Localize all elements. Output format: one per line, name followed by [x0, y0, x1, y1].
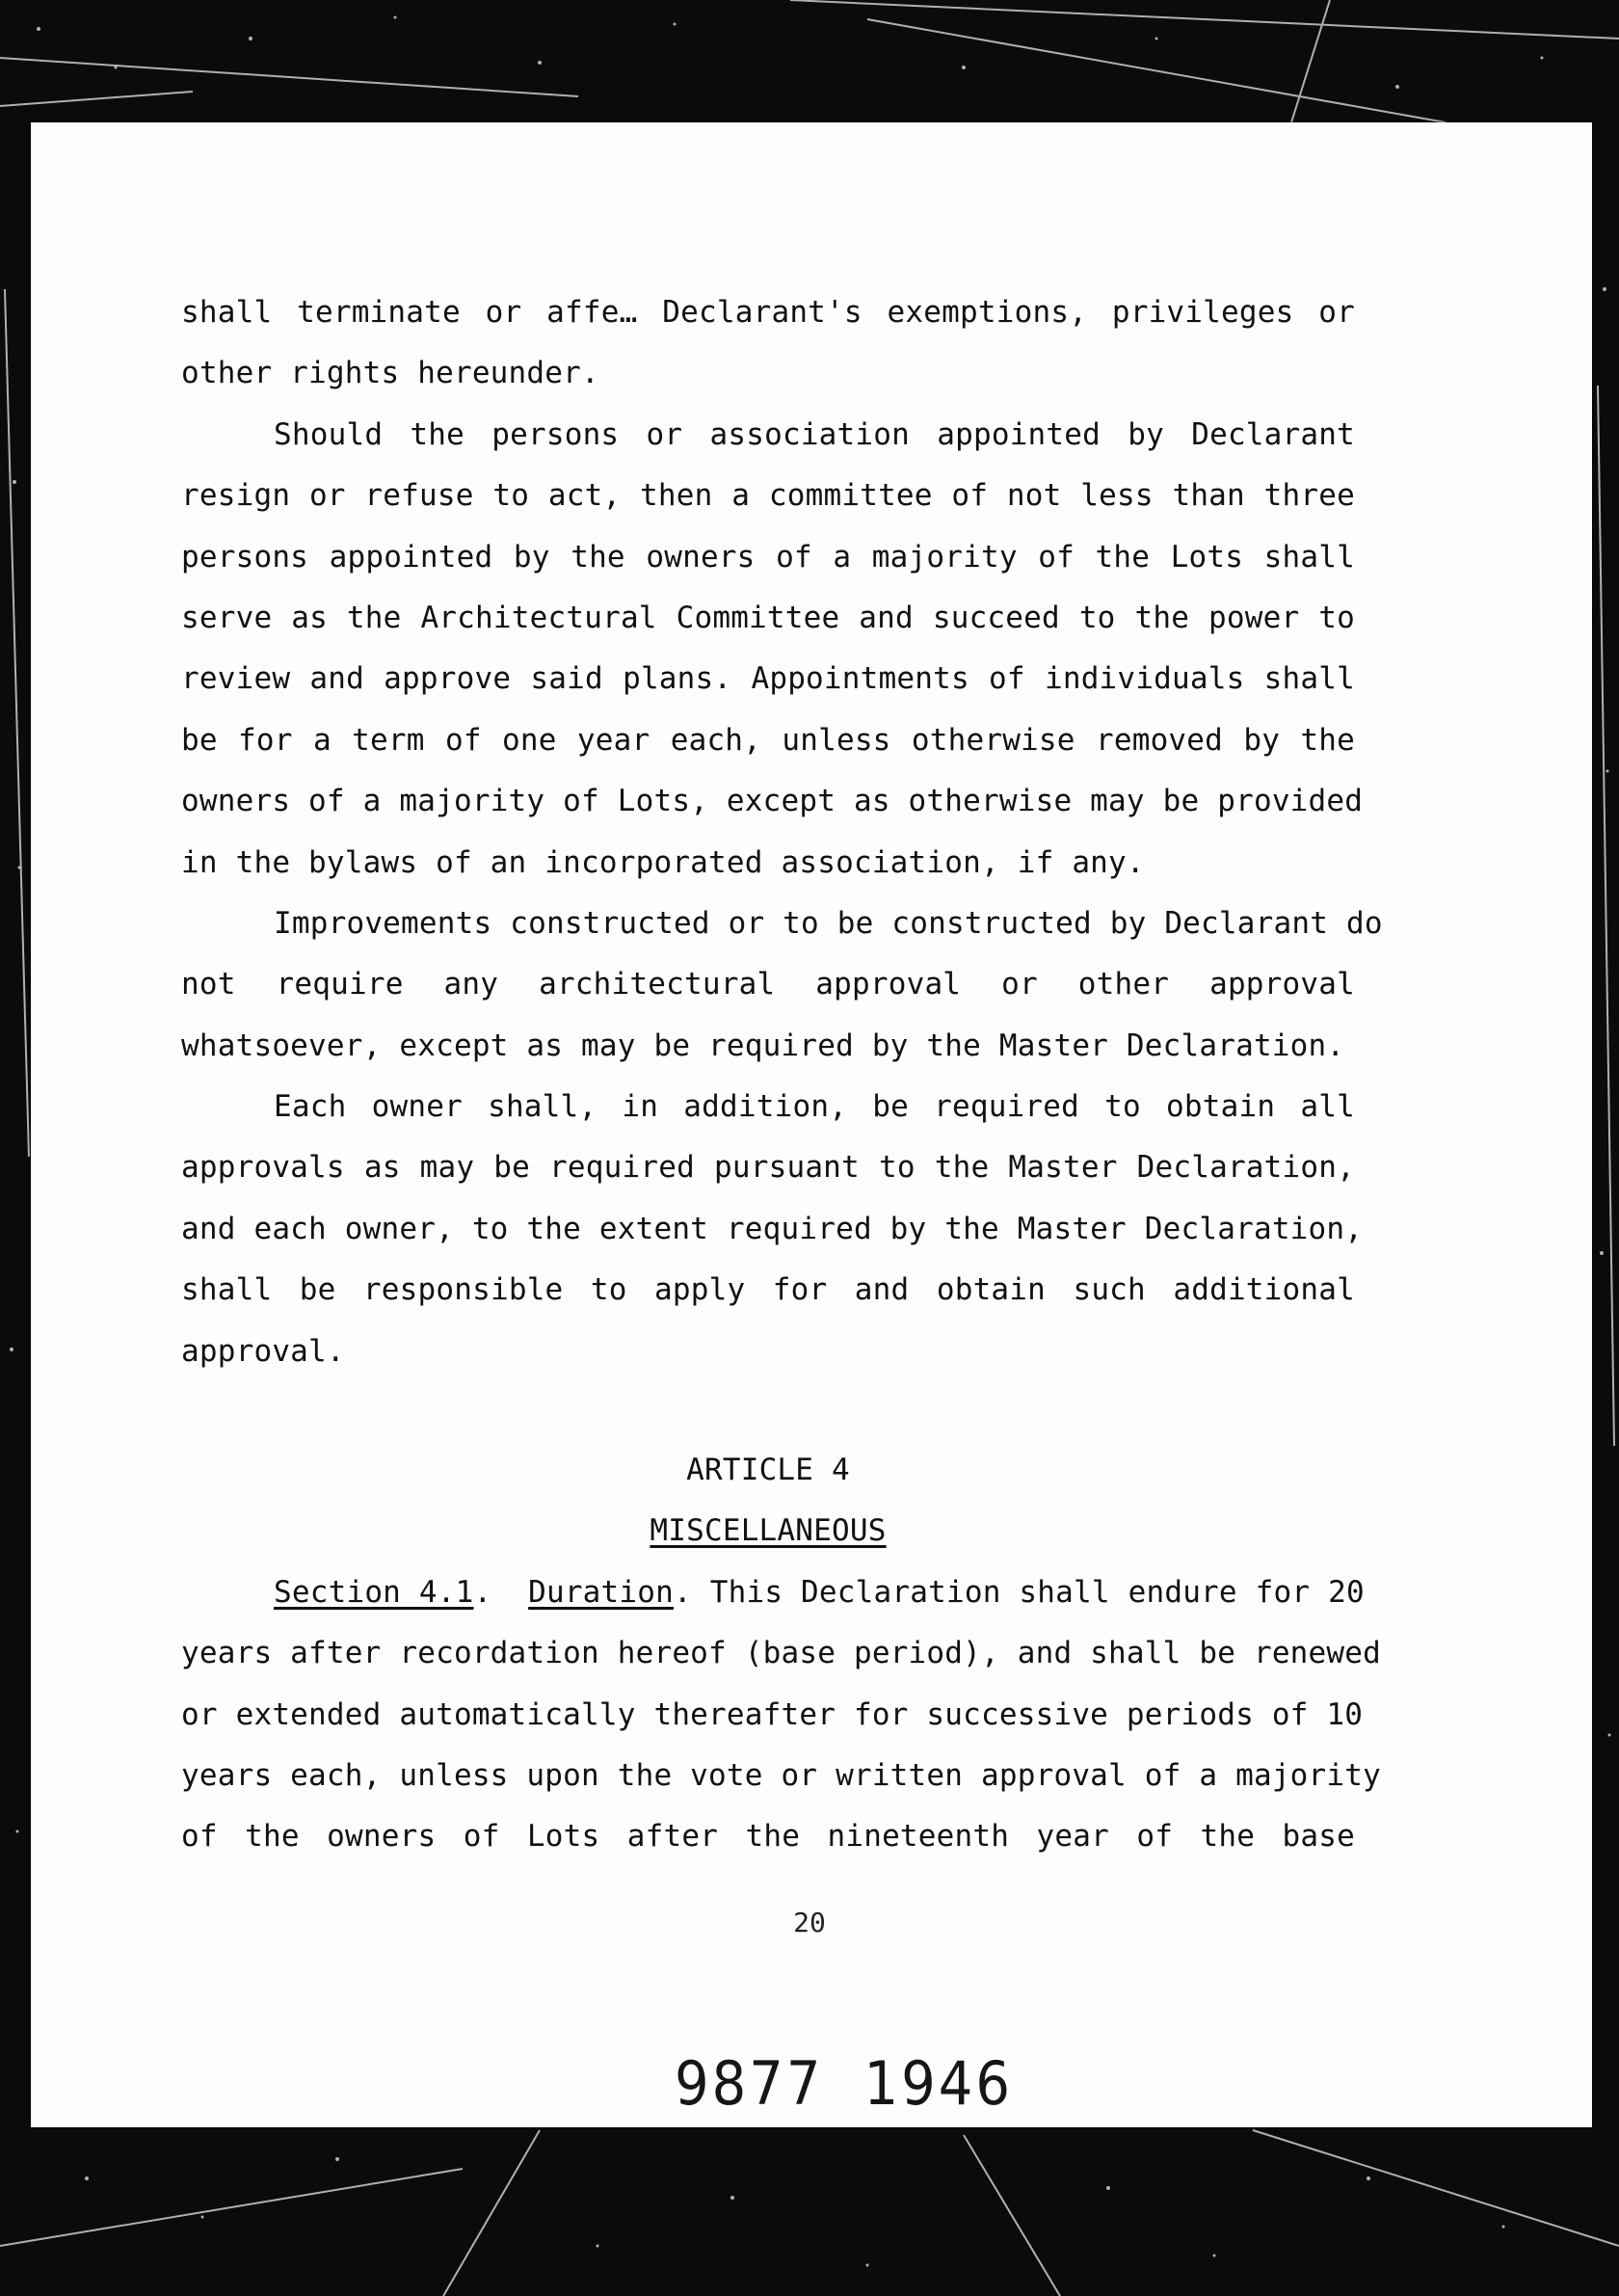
text-line: of the owners of Lots after the nineteenth year of the base — [181, 1819, 1355, 1855]
text-line: Should the persons or association appointed by Declarant — [274, 416, 1355, 452]
text-line: or extended automatically thereafter for successive periods of 10 — [181, 1696, 1364, 1732]
text-line: serve as the Architectural Committee and succeed to the power to — [181, 600, 1355, 635]
text-line: shall terminate or affe… Declarant's exemptions, privileges or — [181, 295, 1355, 330]
page-number: 20 — [793, 1907, 826, 1938]
text-line: whatsoever, except as may be required by the Master Declaration. — [181, 1028, 1345, 1063]
text-line: shall be responsible to apply for and obtain such additional — [181, 1272, 1355, 1308]
text-line: Improvements constructed or to be constructed by Declarant do — [274, 905, 1383, 941]
text-line: approvals as may be required pursuant to the Master Declaration, — [181, 1150, 1355, 1186]
stamp-book-number: 9877 — [675, 2049, 824, 2120]
text-line: Each owner shall, in addition, be required to obtain all — [274, 1089, 1355, 1125]
text-line: review and approve said plans. Appointments of individuals shall — [181, 661, 1355, 697]
text-line: other rights hereunder. — [181, 356, 599, 391]
article-heading: ARTICLE 4 — [686, 1453, 850, 1488]
spacer — [181, 1382, 1355, 1440]
stamp-page-number: 1946 — [863, 2049, 1014, 2120]
recording-stamp — [675, 2049, 1053, 2120]
article-title — [181, 1501, 1355, 1562]
text-line: resign or refuse to act, then a committee of not less than three — [181, 478, 1355, 514]
section-label: Section 4.1 — [274, 1574, 474, 1610]
document-body — [181, 282, 1383, 1868]
section-first-line-text: . This Declaration shall endure for 20 — [674, 1574, 1365, 1610]
text-line: not require any architectural approval or other approval — [181, 967, 1355, 1002]
article-title-text: MISCELLANEOUS — [650, 1513, 887, 1549]
text-line: persons appointed by the owners of a majority of the Lots shall — [181, 539, 1355, 574]
text-line: be for a term of one year each, unless otherwise removed by the — [181, 722, 1355, 758]
text-line: in the bylaws of an incorporated association, if any. — [181, 844, 1145, 880]
text-line: approval. — [181, 1333, 345, 1369]
section-title: Duration — [528, 1574, 675, 1610]
text-line: years each, unless upon the vote or written approval of a majority — [181, 1757, 1381, 1793]
text-line: years after recordation hereof (base period), and shall be renewed — [181, 1636, 1381, 1671]
section-heading-line: Section 4.1. Duration. This Declaration shall endure for 20 — [274, 1574, 1365, 1610]
text-line: and each owner, to the extent required by the Master Declaration, — [181, 1211, 1364, 1246]
text-line: owners of a majority of Lots, except as otherwise may be provided — [181, 784, 1364, 819]
